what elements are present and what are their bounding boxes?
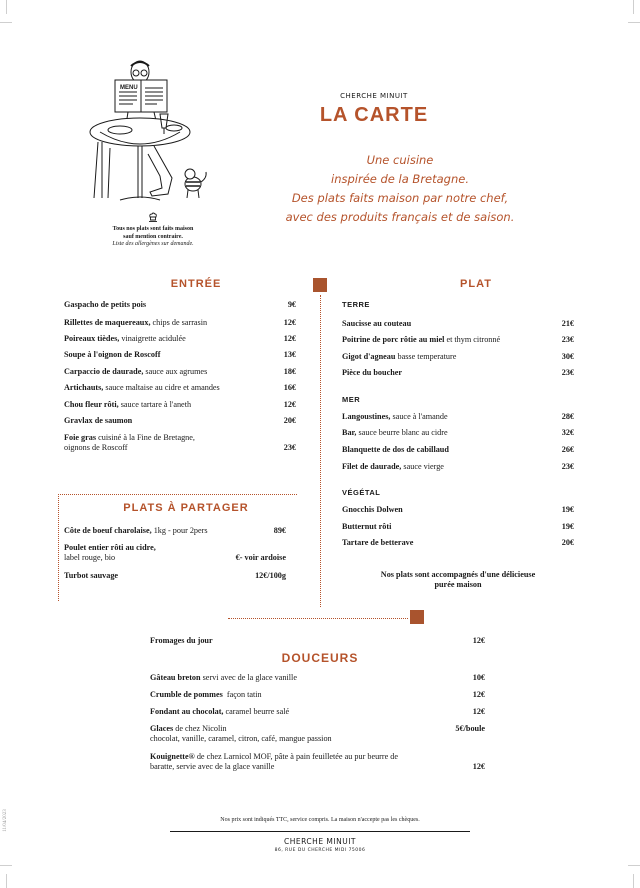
item-price: 23€ [561, 368, 574, 377]
item-name: Artichauts, [64, 383, 104, 392]
item-price: 30€ [561, 352, 574, 361]
item-name: Saucisse au couteau [342, 319, 412, 328]
subheading-mer: MER [342, 395, 361, 404]
crop-mark [6, 874, 7, 888]
item-price: 12€ [472, 636, 485, 645]
chef-hat-icon [148, 212, 158, 222]
menu-item [150, 636, 485, 646]
menu-item [150, 724, 485, 744]
crop-mark [633, 0, 634, 14]
menu-item [64, 383, 296, 393]
item-desc: cuisiné à la Fine de Bretagne, [96, 433, 195, 442]
item-desc: de chez Nicolin [173, 724, 227, 733]
menu-item [342, 538, 574, 548]
item-price: 23€ [561, 335, 574, 344]
item-desc-line2: chocolat, vanille, caramel, citron, café, mangue passion [150, 734, 332, 743]
menu-item [64, 416, 296, 426]
divider-line [320, 295, 321, 607]
item-name: Foie gras [64, 433, 97, 442]
section-heading-douceurs: DOUCEURS [281, 651, 359, 665]
menu-item [342, 428, 574, 438]
house-note [96, 226, 210, 249]
item-price: 12€ [283, 318, 296, 327]
menu-item [342, 462, 574, 472]
item-desc: sauce beurre blanc au cidre [356, 428, 448, 437]
menu-item [64, 526, 286, 536]
item-name: Poulet entier rôti au cidre, [64, 543, 156, 552]
item-name: Turbot sauvage [64, 571, 119, 580]
item-price: 21€ [561, 319, 574, 328]
item-name: Rillettes de maquereaux, [64, 318, 151, 327]
item-name: Gaspacho de petits pois [64, 300, 147, 309]
menu-item [150, 752, 485, 772]
item-name: Tartare de betterave [342, 538, 414, 547]
item-name: Soupe à l'oignon de Roscoff [64, 350, 161, 359]
page-title: LA CARTE [319, 104, 429, 126]
item-desc: servi avec de la glace vanille [200, 673, 297, 682]
item-name: Poitrine de porc rôtie au miel [342, 335, 445, 344]
item-name: Gnocchis Dolwen [342, 505, 403, 514]
item-price: 19€ [561, 522, 574, 531]
footer-note: Nos prix sont indiqués TTC, service compris. La maison n'accepte pas les chèques. [220, 817, 420, 823]
brand-name-bottom: CHERCHE MINUIT [283, 837, 357, 846]
item-price: €- voir ardoise [235, 553, 286, 562]
crop-mark [628, 865, 640, 866]
plat-note [346, 570, 570, 590]
item-desc-line2: label rouge, bio [64, 553, 116, 562]
item-desc-line2: baratte, servie avec de la glace vanille [150, 762, 275, 771]
item-name: Gravlax de saumon [64, 416, 133, 425]
item-name: Glaces [150, 724, 174, 733]
tagline-line: inspirée de la Bretagne. [331, 172, 469, 186]
item-price: 16€ [283, 383, 296, 392]
item-price: 12€ [283, 334, 296, 343]
menu-item [150, 690, 485, 700]
item-name: Gâteau breton [150, 673, 201, 682]
item-desc: sauce à l'amande [390, 412, 448, 421]
item-price: 20€ [561, 538, 574, 547]
plat-note-line1: Nos plats sont accompagnés d'une délicieuse [380, 570, 536, 579]
item-desc: sauce maltaise au cidre et amandes [103, 383, 220, 392]
item-price: 89€ [273, 526, 286, 535]
tagline [230, 151, 570, 227]
menu-label: MENU [120, 85, 138, 91]
allergen-note: Liste des allergènes sur demande. [112, 241, 194, 247]
menu-item [150, 707, 485, 717]
crop-mark [0, 22, 12, 23]
item-name: Gigot d'agneau [342, 352, 396, 361]
menu-item [342, 368, 574, 378]
menu-item [64, 334, 296, 344]
item-name: Butternut rôti [342, 522, 392, 531]
footer-rule [170, 831, 470, 832]
menu-item [64, 300, 296, 310]
brand-name-top: CHERCHE MINUIT [340, 92, 408, 100]
tagline-line: Une cuisine [366, 153, 434, 167]
item-desc: vinaigrette acidulée [119, 334, 186, 343]
section-heading-plat: PLAT [460, 278, 492, 290]
menu-item [342, 352, 574, 362]
crop-mark [633, 874, 634, 888]
item-price: 12€ [283, 400, 296, 409]
tagline-line: avec des produits français et de saison. [285, 210, 515, 224]
item-price: 12€/100g [255, 571, 286, 580]
menu-item [342, 445, 574, 455]
item-desc: sauce aux agrumes [143, 367, 208, 376]
house-note-line1: Tous nos plats sont faits maison [112, 226, 194, 232]
divider-line [228, 618, 408, 619]
item-price: 12€ [472, 690, 485, 699]
tagline-line: Des plats faits maison par notre chef, [291, 191, 509, 205]
menu-item [342, 335, 574, 345]
menu-item [342, 412, 574, 422]
menu-item [64, 571, 286, 581]
crop-mark [6, 0, 7, 14]
divider-square [410, 610, 424, 624]
item-name: Fromages du jour [150, 636, 213, 645]
item-price: 5€/boule [455, 724, 485, 733]
item-price: 13€ [283, 350, 296, 359]
item-desc-line2: oignons de Roscoff [64, 443, 128, 452]
item-desc: et thym citronné [444, 335, 501, 344]
subheading-vegetal: VÉGÉTAL [342, 488, 381, 497]
item-desc: basse temperature [395, 352, 457, 361]
item-name: Pièce du boucher [342, 368, 403, 377]
item-price: 18€ [283, 367, 296, 376]
menu-item [64, 400, 296, 410]
item-name: Carpaccio de daurade, [64, 367, 144, 376]
item-price: 12€ [472, 707, 485, 716]
menu-item [150, 673, 485, 683]
item-desc: 1kg - pour 2pers [151, 526, 208, 535]
side-code: 11/04/2023 [2, 809, 8, 832]
item-name: Crumble de pommes [150, 690, 223, 699]
address: 86, RUE DU CHERCHE MIDI 75006 [274, 848, 366, 853]
item-name: Blanquette de dos de cabillaud [342, 445, 449, 454]
section-heading-partager: PLATS À PARTAGER [123, 502, 249, 514]
plat-note-line2: purée maison [434, 580, 482, 589]
menu-item [64, 318, 296, 328]
item-price: 23€ [561, 462, 574, 471]
menu-item [64, 433, 296, 453]
crop-mark [628, 22, 640, 23]
item-price: 28€ [561, 412, 574, 421]
divider-square [313, 278, 327, 292]
item-price: 12€ [472, 762, 485, 771]
item-name: Chou fleur rôti, [64, 400, 119, 409]
menu-item [342, 522, 574, 532]
item-desc: sauce tartare à l'aneth [118, 400, 192, 409]
item-desc: de chez Larnicol MOF, pâte à pain feuilletée au pur beurre de [194, 752, 399, 761]
item-desc: chips de sarrasin [150, 318, 208, 327]
item-name: Fondant au chocolat, [150, 707, 224, 716]
item-price: 19€ [561, 505, 574, 514]
item-price: 20€ [283, 416, 296, 425]
item-price: 32€ [561, 428, 574, 437]
crop-mark [0, 865, 12, 866]
item-price: 9€ [287, 300, 296, 309]
item-name: Filet de daurade, [342, 462, 402, 471]
item-name: Langoustines, [342, 412, 391, 421]
subheading-terre: TERRE [342, 300, 370, 309]
item-desc: caramel beurre salé [223, 707, 290, 716]
house-note-line2: sauf mention contraire. [123, 233, 183, 240]
item-name: Bar, [342, 428, 357, 437]
menu-item [64, 367, 296, 377]
menu-item [342, 319, 574, 329]
item-price: 23€ [283, 443, 296, 452]
item-name: Kouignette® [150, 752, 195, 761]
item-price: 10€ [472, 673, 485, 682]
menu-item [64, 350, 296, 360]
item-desc: sauce vierge [401, 462, 444, 471]
item-desc: façon tatin [222, 690, 262, 699]
item-name: Poireaux tièdes, [64, 334, 120, 343]
item-price: 26€ [561, 445, 574, 454]
illustration-man-reading-menu [80, 58, 220, 210]
menu-item [64, 543, 286, 563]
item-name: Côte de boeuf charolaise, [64, 526, 152, 535]
menu-item [342, 505, 574, 515]
section-heading-entree: ENTRÉE [170, 278, 222, 290]
